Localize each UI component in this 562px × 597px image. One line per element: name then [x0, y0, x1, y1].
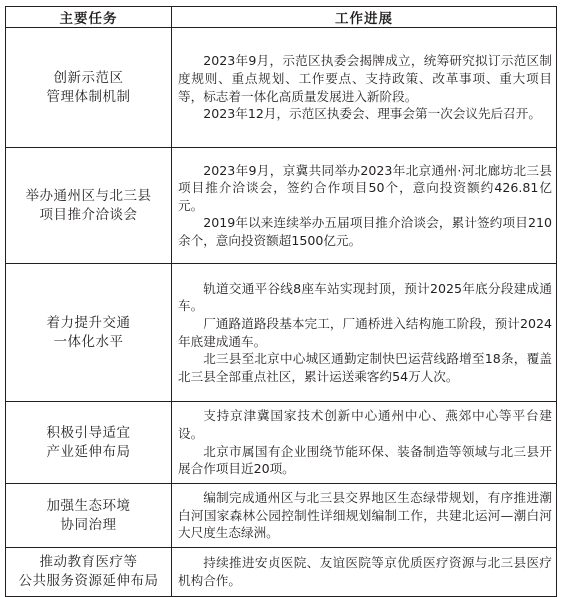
- progress-paragraph: 北三县至北京中心城区通勤定制快巴运营线路增至18条，覆盖北三县全部重点社区，累计运送乘客约54万人次。: [178, 351, 552, 384]
- progress-paragraph: 编制完成通州区与北三县交界地区生态绿带规划，有序推进潮白河国家森林公园控制性详细规划编制工作，共建北运河—潮白河大尺度生态绿洲。: [178, 490, 552, 541]
- table-row: [6, 28, 557, 148]
- task-line: 创新示范区: [53, 69, 124, 86]
- task-line: 产业延伸布局: [46, 443, 131, 460]
- task-cell: [6, 28, 172, 148]
- table-row: [6, 548, 557, 597]
- task-line: 协同治理: [60, 516, 117, 533]
- progress-paragraph: 2023年9月，京冀共同举办2023年北京通州·河北廊坊北三县项目推介洽谈会，签约合作项目50个，意向投资额约426.81亿元。: [178, 162, 552, 213]
- header-task: 主要任务: [6, 7, 172, 28]
- task-line: 着力提升交通: [46, 314, 131, 331]
- task-cell: [6, 484, 172, 548]
- table-row: [6, 484, 557, 548]
- progress-paragraph: 轨道交通平谷线8座车站实现封顶，预计2025年底分段建成通车。: [178, 280, 552, 314]
- progress-paragraph: 持续推进安贞医院、友谊医院等京优质医疗资源与北三县医疗机构合作。: [178, 555, 552, 588]
- task-cell: [6, 264, 172, 402]
- header-progress: 工作进展: [172, 7, 557, 28]
- progress-cell: [172, 28, 557, 148]
- task-line: 推动教育医疗等: [39, 554, 138, 570]
- work-progress-table: [5, 6, 557, 597]
- task-line: 管理体制机制: [46, 88, 131, 105]
- task-line: 积极引导适宜: [46, 424, 131, 441]
- progress-paragraph: 厂通路道路段基本完工，厂通桥进入结构施工阶段，预计2024年底建成通车。: [178, 315, 552, 349]
- table-body: [6, 28, 557, 597]
- task-cell: [6, 402, 172, 484]
- progress-cell: [172, 402, 557, 484]
- progress-cell: [172, 484, 557, 548]
- progress-cell: [172, 148, 557, 264]
- task-line: 公共服务资源延伸布局: [18, 573, 159, 589]
- progress-cell: [172, 264, 557, 402]
- progress-paragraph: 支持京津冀国家技术创新中心通州中心、燕郊中心等平台建设。: [178, 408, 552, 441]
- table-header-row: [6, 7, 557, 28]
- progress-paragraph: 2019年以来连续举办五届项目推介洽谈会，累计签约项目210余个，意向投资额超1500亿元。: [178, 215, 552, 248]
- task-line: 项目推介洽谈会: [39, 206, 138, 223]
- task-cell: [6, 548, 172, 597]
- task-line: 一体化水平: [53, 333, 124, 350]
- table-row: [6, 148, 557, 264]
- table-row: [6, 264, 557, 402]
- task-line: 举办通州区与北三县: [25, 187, 152, 204]
- task-cell: [6, 148, 172, 264]
- progress-cell: [172, 548, 557, 597]
- progress-paragraph: 2023年9月，示范区执委会揭牌成立，统筹研究拟订示范区制度规则、重点规划、工作要点、支持政策、改革事项、重大项目等，标志着一体化高质量发展进入新阶段。: [178, 53, 552, 104]
- task-line: 加强生态环境: [46, 497, 131, 514]
- progress-paragraph: 北京市属国有企业围绕节能环保、装备制造等领域与北三县开展合作项目近20项。: [178, 443, 552, 477]
- table-row: [6, 402, 557, 484]
- progress-paragraph: 2023年12月，示范区执委会、理事会第一次会议先后召开。: [203, 106, 541, 122]
